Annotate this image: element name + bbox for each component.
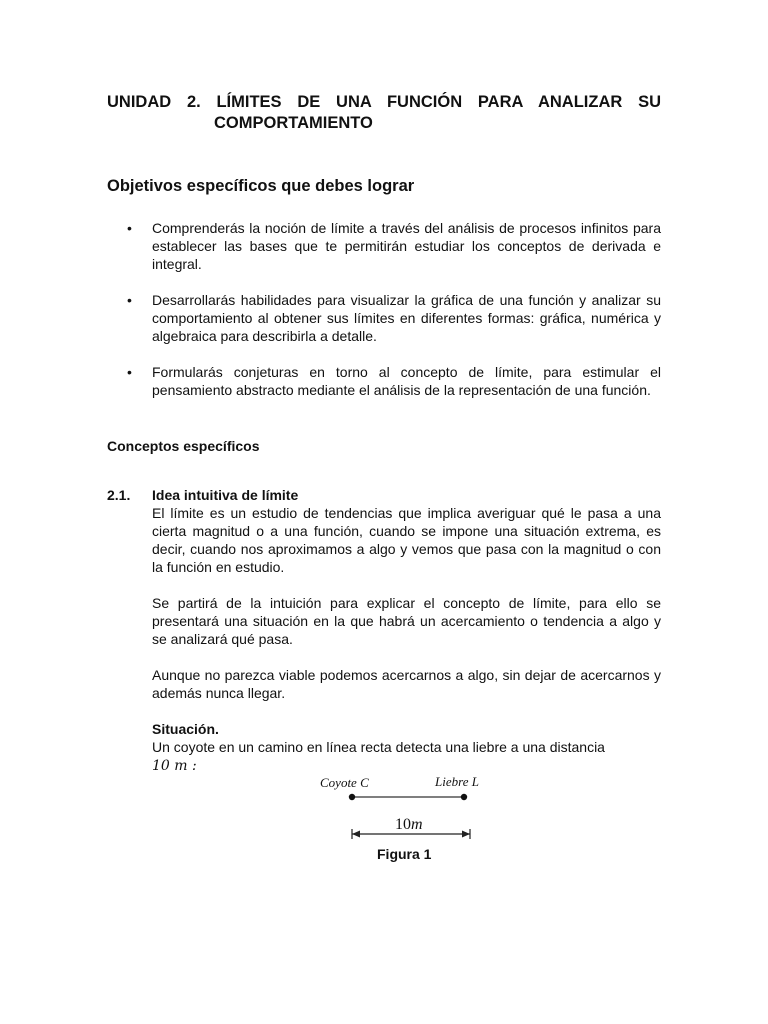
distance-label xyxy=(395,816,423,833)
unit-title-line1: UNIDAD 2. LÍMITES DE UNA FUNCIÓN PARA ANALIZAR SU xyxy=(107,93,661,111)
bullet-icon: • xyxy=(127,364,132,380)
section-number: 2.1. xyxy=(107,487,131,503)
situation-title: Situación. xyxy=(152,721,219,737)
figure-diagram xyxy=(316,768,498,844)
bullet-icon: • xyxy=(127,292,132,308)
distance-unit: m xyxy=(411,816,423,833)
objectives-list xyxy=(107,219,661,417)
coyote-label: Coyote C xyxy=(320,775,369,790)
unit-title-line2: COMPORTAMIENTO xyxy=(214,114,373,132)
section-title: Idea intuitiva de límite xyxy=(152,487,299,503)
objective-text: Formularás conjeturas en torno al concepto de límite, para estimular el pensamiento abstracto mediante el análisis de la representación de una función. xyxy=(152,364,661,398)
objectives-heading: Objetivos específicos que debes lograr xyxy=(107,177,415,195)
hare-label: Liebre L xyxy=(435,774,479,789)
concepts-heading: Conceptos específicos xyxy=(107,438,260,454)
section-idea-intuitiva xyxy=(107,486,661,775)
objective-text: Comprenderás la noción de límite a través del análisis de procesos infinitos para establecer las bases que te permitirán estudiar los conceptos de derivada e integral. xyxy=(152,220,661,272)
section-paragraph: Aunque no parezca viable podemos acercarnos a algo, sin dejar de acercarnos y además nunca llegar. xyxy=(152,667,661,701)
objective-text: Desarrollarás habilidades para visualizar la gráfica de una función y analizar su comportamiento al obtener sus límites en diferentes formas: gráfica, numérica y algebraica para describirla a detalle. xyxy=(152,292,661,344)
coyote-point xyxy=(349,794,355,800)
objective-item xyxy=(107,291,661,345)
unit-title xyxy=(107,92,661,134)
situation-distance: 10 m : xyxy=(152,758,197,774)
section-paragraph: Se partirá de la intuición para explicar el concepto de límite, para ello se presentará una situación en la que habrá un acercamiento o tendencia a algo y se analizará qué pasa. xyxy=(152,595,661,647)
section-body xyxy=(152,486,661,775)
bullet-icon: • xyxy=(127,220,132,236)
arrow-left-icon xyxy=(352,831,360,838)
situation-text: Un coyote en un camino en línea recta detecta una liebre a una distancia xyxy=(152,739,605,755)
objective-item xyxy=(107,363,661,399)
figure-coyote-liebre xyxy=(316,768,498,844)
figure-caption: Figura 1 xyxy=(377,846,432,862)
section-paragraph: El límite es un estudio de tendencias que implica averiguar qué le pasa a una cierta magnitud o a una función, cuando se impone una situación extrema, es decir, cuando nos aproximamos a algo y vemos que pasa con la magnitud o con la función en estudio. xyxy=(152,505,661,575)
distance-number: 10 xyxy=(395,816,411,833)
hare-point xyxy=(461,794,467,800)
arrow-right-icon xyxy=(462,831,470,838)
objective-item xyxy=(107,219,661,273)
